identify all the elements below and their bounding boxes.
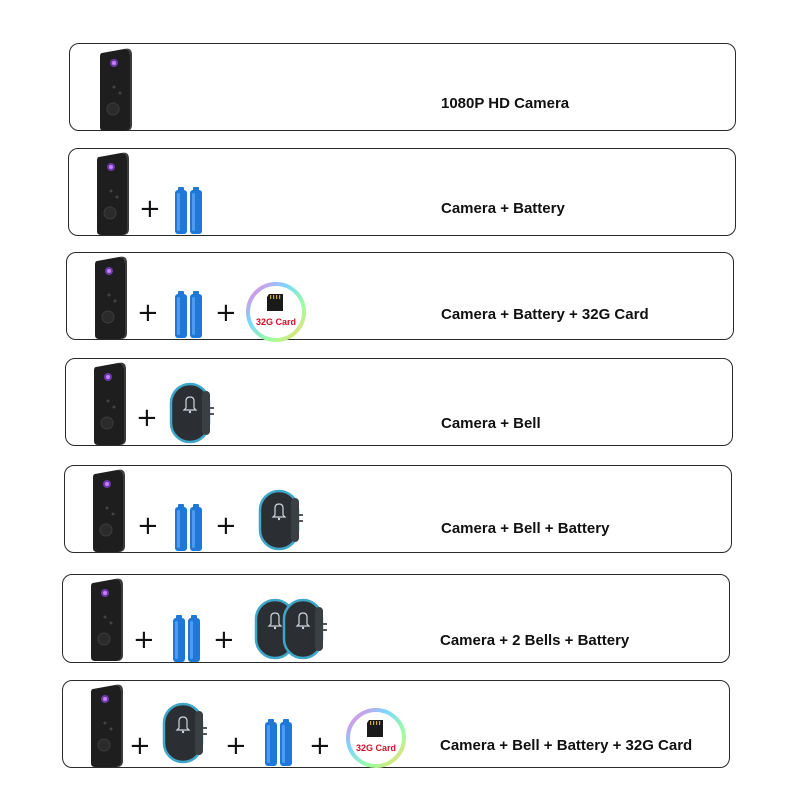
- plus-sign: +: [225, 731, 247, 761]
- doorbell-camera-icon: [90, 361, 128, 445]
- option-row-6[interactable]: [62, 574, 730, 663]
- doorbell-camera-icon: [89, 468, 127, 552]
- plus-sign: +: [129, 731, 151, 761]
- sd-card-text: 32G Card: [255, 317, 297, 327]
- option-row-7[interactable]: [62, 680, 730, 768]
- sd-card-icon: [245, 281, 307, 343]
- sd-card-text: 32G Card: [355, 743, 397, 753]
- option-label: Camera + Bell: [441, 415, 541, 432]
- option-row-5[interactable]: [64, 465, 732, 553]
- battery-pair-icon: [263, 719, 295, 767]
- option-label: 1080P HD Camera: [441, 95, 570, 112]
- battery-pair-icon: [171, 615, 203, 663]
- battery-pair-icon: [173, 504, 205, 552]
- plus-sign: +: [137, 511, 159, 541]
- plus-sign: +: [136, 403, 158, 433]
- option-row-1[interactable]: [69, 43, 736, 131]
- plus-sign: +: [309, 731, 331, 761]
- battery-pair-icon: [173, 291, 205, 339]
- chime-bell-icon: [168, 381, 216, 445]
- option-row-3[interactable]: [66, 252, 734, 340]
- doorbell-camera-icon: [93, 151, 131, 235]
- plus-sign: +: [137, 298, 159, 328]
- option-label: Camera + Bell + Battery: [441, 520, 610, 537]
- doorbell-camera-icon: [96, 47, 134, 131]
- chime-bell-icon: [257, 488, 305, 552]
- plus-sign: +: [215, 511, 237, 541]
- option-label: Camera + 2 Bells + Battery: [440, 632, 630, 649]
- chime-bell-icon: [281, 597, 329, 661]
- plus-sign: +: [215, 298, 237, 328]
- option-label: Camera + Battery: [441, 200, 565, 217]
- doorbell-camera-icon: [87, 577, 125, 661]
- plus-sign: +: [213, 625, 235, 655]
- chime-bell-icon: [161, 701, 209, 765]
- plus-sign: +: [133, 625, 155, 655]
- option-row-2[interactable]: [68, 148, 736, 236]
- plus-sign: +: [139, 194, 161, 224]
- option-row-4[interactable]: [65, 358, 733, 446]
- doorbell-camera-icon: [87, 683, 125, 767]
- option-label: Camera + Bell + Battery + 32G Card: [440, 737, 693, 754]
- doorbell-camera-icon: [91, 255, 129, 339]
- sd-card-icon: [345, 707, 407, 769]
- battery-pair-icon: [173, 187, 205, 235]
- option-label: Camera + Battery + 32G Card: [441, 306, 649, 323]
